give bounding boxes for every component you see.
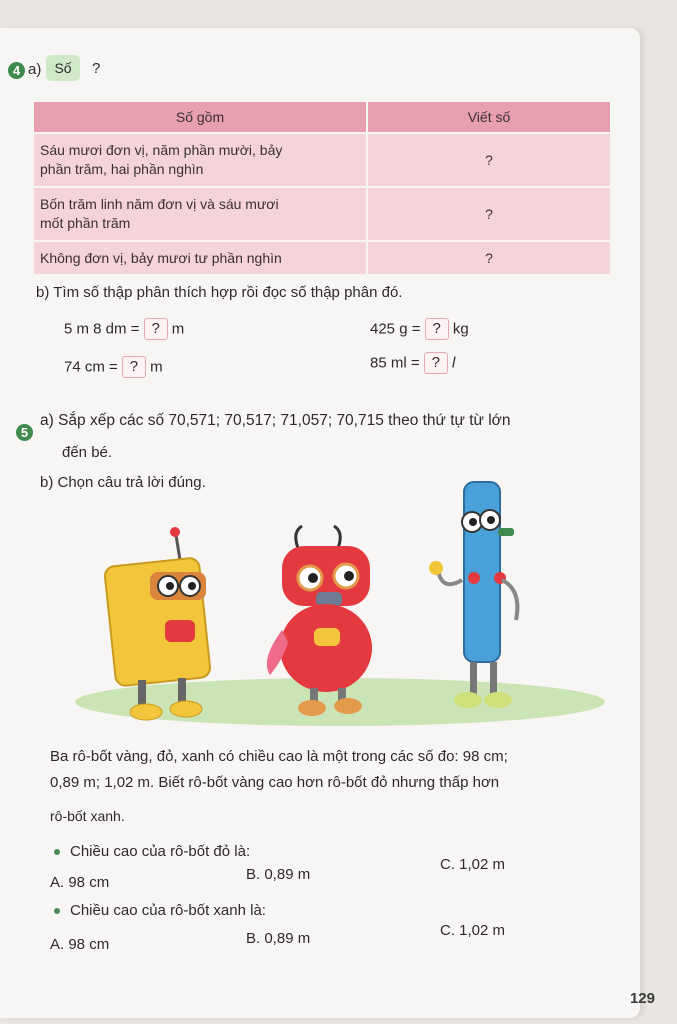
number-table [32, 100, 612, 276]
conversion-2: 425 g = ? kg [370, 318, 469, 340]
answer-box[interactable]: ? [144, 318, 168, 340]
conversion-3: 74 cm = ? m [64, 356, 163, 378]
answer-box[interactable]: ? [424, 352, 448, 374]
exercise-5-badge: 5 [16, 424, 33, 441]
row2-line1: Bốn trăm linh năm đơn vị và sáu mươi [40, 196, 279, 212]
robots-illustration [70, 480, 610, 730]
q2-option-b[interactable]: B. 0,89 m [246, 930, 311, 947]
table-row [33, 187, 611, 241]
q1-option-c[interactable]: C. 1,02 m [440, 856, 506, 873]
q5-part-b: b) Chọn câu trả lời đúng. [40, 474, 206, 491]
table-row [33, 241, 611, 275]
q5-paragraph-line3: rô-bốt xanh. [50, 808, 125, 824]
q5-question-1: Chiều cao của rô-bốt đỏ là: [54, 843, 250, 860]
answer-box[interactable]: ? [122, 356, 146, 378]
row3-text: Không đơn vị, bảy mươi tư phần nghìn [33, 241, 367, 275]
blue-robot [429, 482, 517, 708]
q5-question-2: Chiều cao của rô-bốt xanh là: [54, 902, 266, 919]
table-header-write-number: Viết số [367, 101, 611, 133]
table-header-composition: Số gồm [33, 101, 367, 133]
q1-option-b[interactable]: B. 0,89 m [246, 866, 311, 883]
q5-part-a-line1: a) Sắp xếp các số 70,571; 70,517; 71,057; 70,715 theo thứ tự từ lớn [40, 412, 511, 429]
q4-part-b: b) Tìm số thập phân thích hợp rồi đọc số thập phân đó. [36, 284, 403, 301]
q1-option-a[interactable]: A. 98 cm [50, 874, 110, 891]
answer-box[interactable]: ? [425, 318, 449, 340]
q5-part-a-line2: đến bé. [62, 444, 113, 461]
row2-answer[interactable]: ? [367, 187, 611, 241]
bullet-icon [54, 908, 60, 914]
q4-part-a-label: a) [28, 61, 42, 78]
q5-paragraph-line1: Ba rô-bốt vàng, đỏ, xanh có chiều cao là một trong các số đo: 98 cm; [50, 748, 508, 765]
q4-question-mark: ? [92, 60, 101, 77]
exercise-4-badge: 4 [8, 62, 25, 79]
row2-line2: mốt phần trăm [40, 215, 131, 231]
q2-option-c[interactable]: C. 1,02 m [440, 922, 506, 939]
so-label-box: Số [46, 55, 80, 81]
conversion-4: 85 ml = ? l [370, 352, 455, 374]
q5-paragraph-line2: 0,89 m; 1,02 m. Biết rô-bốt vàng cao hơn rô-bốt đỏ nhưng thấp hơn [50, 774, 500, 791]
row1-line2: phần trăm, hai phần nghìn [40, 161, 204, 177]
row1-line1: Sáu mươi đơn vị, năm phần mười, bảy [40, 142, 283, 158]
row1-answer[interactable]: ? [367, 133, 611, 187]
row3-answer[interactable]: ? [367, 241, 611, 275]
table-row [33, 133, 611, 187]
bullet-icon [54, 849, 60, 855]
q2-option-a[interactable]: A. 98 cm [50, 936, 110, 953]
conversion-1: 5 m 8 dm = ? m [64, 318, 184, 340]
page-number: 129 [629, 990, 655, 1007]
